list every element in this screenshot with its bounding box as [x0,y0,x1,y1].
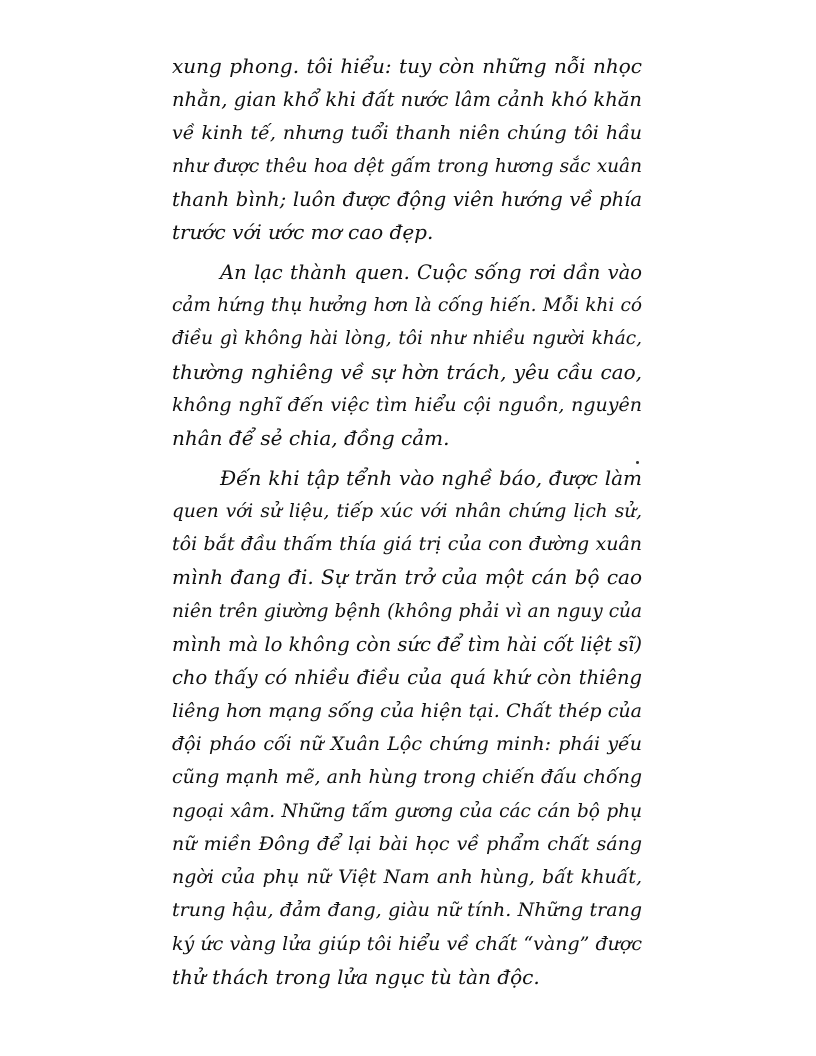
text-line: Đến khi tập tểnh vào nghề báo, được làm [220,465,642,490]
text-line: trung hậu, đảm đang, giàu nữ tính. Những trang [172,899,642,922]
text-line: về kinh tế, nhưng tuổi thanh niên chúng tôi hầu [172,121,642,144]
body-text [172,50,642,994]
scan-speck [636,461,639,464]
text-line: điều gì không hài lòng, tôi như nhiều người khác, [172,328,642,350]
text-line: ký ức vàng lửa giúp tôi hiểu về chất “vàng” được [172,932,642,955]
text-line: cho thấy có nhiều điều của quá khứ còn thiêng [172,666,642,690]
text-line: nữ miền Đông để lại bài học về phẩm chất sáng [172,832,642,855]
paragraph-2 [172,256,642,456]
text-line: thử thách trong lửa ngục tù tàn độc. [172,965,540,990]
text-line: quen với sử liệu, tiếp xúc với nhân chứng lịch sử, [172,500,642,522]
paragraph-3 [172,462,642,995]
text-line: cũng mạnh mẽ, anh hùng trong chiến đấu chống [172,766,642,789]
text-line: không nghĩ đến việc tìm hiểu cội nguồn, nguyên [172,393,642,416]
text-line: trước với ước mơ cao đẹp. [172,220,434,245]
text-line: ngoại xâm. Những tấm gương của các cán bộ phụ [172,800,642,822]
text-line: ngời của phụ nữ Việt Nam anh hùng, bất khuất, [172,866,642,889]
text-line: thường nghiêng về sự hờn trách, yêu cầu cao, [172,359,642,384]
text-line: mình mà lo không còn sức để tìm hài cốt liệt sĩ) [172,633,642,657]
text-line: An lạc thành quen. Cuộc sống rơi dần vào [220,260,642,284]
text-line: nhằn, gian khổ khi đất nước lâm cảnh khó khăn [172,88,642,112]
text-line: nhân để sẻ chia, đồng cảm. [172,426,450,451]
text-line: thanh bình; luôn được động viên hướng về phía [172,188,642,212]
text-line: cảm hứng thụ hưởng hơn là cống hiến. Mỗi khi có [172,295,642,317]
text-line: niên trên giường bệnh (không phải vì an nguy của [172,600,642,622]
text-line: như được thêu hoa dệt gấm trong hương sắc xuân [172,155,642,177]
paragraph-1 [172,50,642,250]
text-line: xung phong. tôi hiểu: tuy còn những nỗi nhọc [172,54,642,78]
text-line: đội pháo cối nữ Xuân Lộc chứng minh: phái yếu [172,732,642,755]
text-line: liêng hơn mạng sống của hiện tại. Chất thép của [172,699,642,722]
text-line: tôi bắt đầu thấm thía giá trị của con đường xuân [172,533,642,556]
text-line: mình đang đi. Sự trăn trở của một cán bộ cao [172,565,642,590]
